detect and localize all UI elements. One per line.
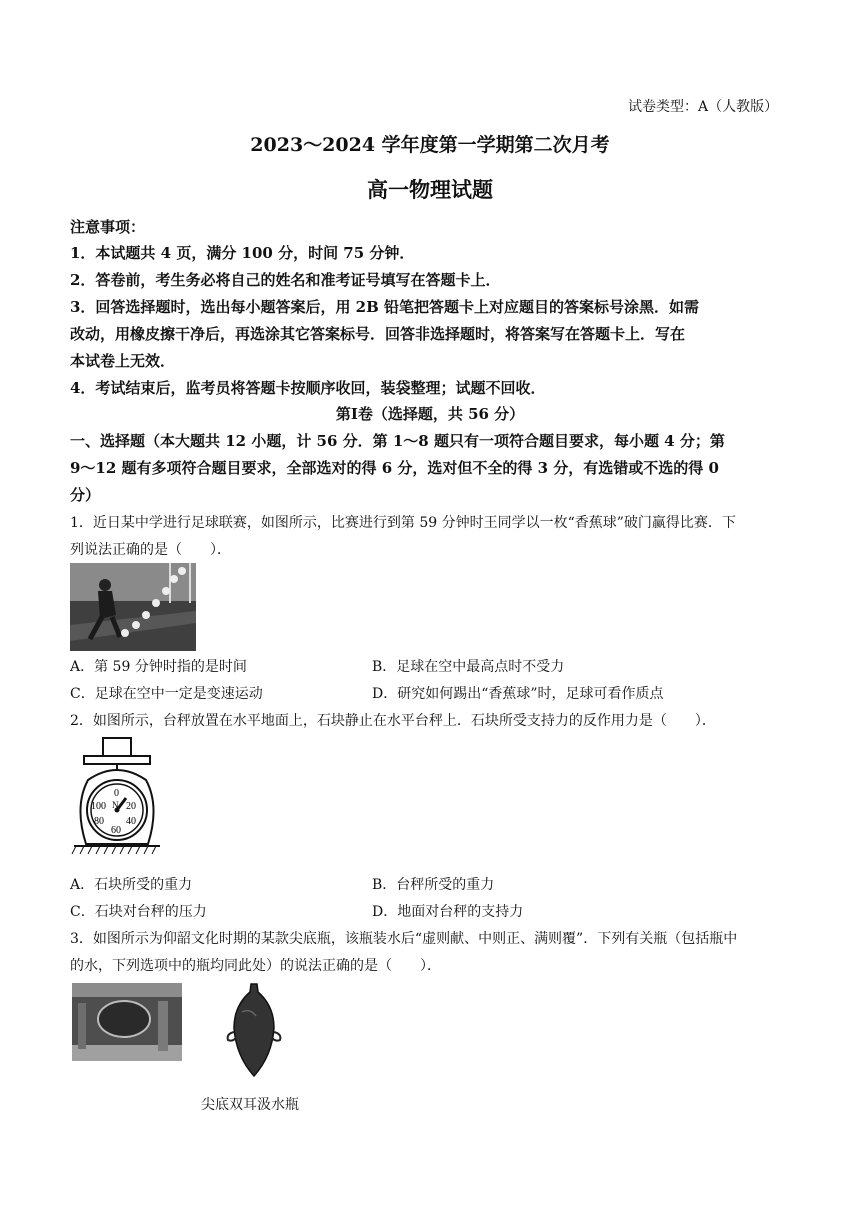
q2-option-a: A．石块所受的重力 (70, 877, 193, 893)
scale-label-0: 0 (114, 788, 119, 799)
part1-instr-1: 一、选择题（本大题共 12 小题，计 56 分．第 1～8 题只有一项符合题目要求，每小题 4 分；第 (70, 432, 725, 450)
platform-scale-figure (70, 736, 162, 864)
q2-option-b: B．台秤所受的重力 (372, 877, 495, 893)
q2-option-d: D．地面对台秤的支持力 (372, 904, 524, 920)
bottle-caption: 尖底双耳汲水瓶 (201, 1097, 299, 1113)
q1-stem-2: 列说法正确的是（ ）． (70, 542, 231, 558)
notice-heading: 注意事项： (70, 218, 146, 236)
notice-item-4: 4．考试结束后，监考员将答题卡按顺序收回，装袋整理；试题不回收． (70, 379, 546, 397)
scale-unit-n: N (112, 800, 119, 810)
scale-label-100: 100 (91, 801, 106, 812)
q1-option-a: A．第 59 分钟时指的是时间 (70, 659, 247, 675)
notice-item-3c: 本试卷上无效． (70, 352, 176, 370)
q3-stem-2: 的水，下列选项中的瓶均同此处）的说法正确的是（ ）． (70, 958, 441, 974)
part1-title: 第Ⅰ卷（选择题，共 56 分） (335, 405, 525, 423)
q1-option-d: D．研究如何踢出“香蕉球”时，足球可看作质点 (372, 686, 664, 702)
scale-label-20: 20 (126, 801, 136, 812)
bottle-water-photo (72, 983, 182, 1061)
q1-option-b: B．足球在空中最高点时不受力 (372, 659, 565, 675)
pointed-bottle-figure (224, 982, 284, 1078)
q2-option-c: C．石块对台秤的压力 (70, 904, 207, 920)
notice-item-1: 1．本试题共 4 页，满分 100 分，时间 75 分钟． (70, 244, 415, 262)
scale-label-60: 60 (111, 825, 121, 836)
scale-label-80: 80 (94, 816, 104, 827)
paper-type: 试卷类型：A（人教版） (628, 99, 779, 115)
exam-subtitle: 高一物理试题 (367, 177, 493, 202)
exam-title: 2023～2024 学年度第一学期第二次月考 (250, 134, 610, 156)
q3-stem-1: 3．如图所示为仰韶文化时期的某款尖底瓶，该瓶装水后“虚则献、中则正、满则覆”．下列有关瓶（包括瓶中 (70, 931, 738, 947)
q2-stem: 2．如图所示，台秤放置在水平地面上，石块静止在水平台秤上．石块所受支持力的反作用力是（ ）． (70, 713, 716, 729)
notice-item-2: 2．答卷前，考生务必将自己的姓名和准考证号填写在答题卡上． (70, 271, 501, 289)
part1-instr-3: 分） (70, 486, 101, 504)
part1-instr-2: 9～12 题有多项符合题目要求，全部选对的得 6 分，选对但不全的得 3 分，有选错或不选的得 0 (70, 459, 719, 477)
scale-label-40: 40 (126, 816, 136, 827)
notice-item-3b: 改动，用橡皮擦干净后，再选涂其它答案标号．回答非选择题时，将答案写在答题卡上．写在 (70, 325, 686, 343)
soccer-photo (70, 563, 196, 651)
q1-option-c: C．足球在空中一定是变速运动 (70, 686, 263, 702)
q1-stem-1: 1．近日某中学进行足球联赛，如图所示，比赛进行到第 59 分钟时王同学以一枚“香蕉球”破门赢得比赛．下 (70, 515, 736, 531)
notice-item-3a: 3．回答选择题时，选出每小题答案后，用 2B 铅笔把答题卡上对应题目的答案标号涂黑．如需 (70, 298, 700, 316)
